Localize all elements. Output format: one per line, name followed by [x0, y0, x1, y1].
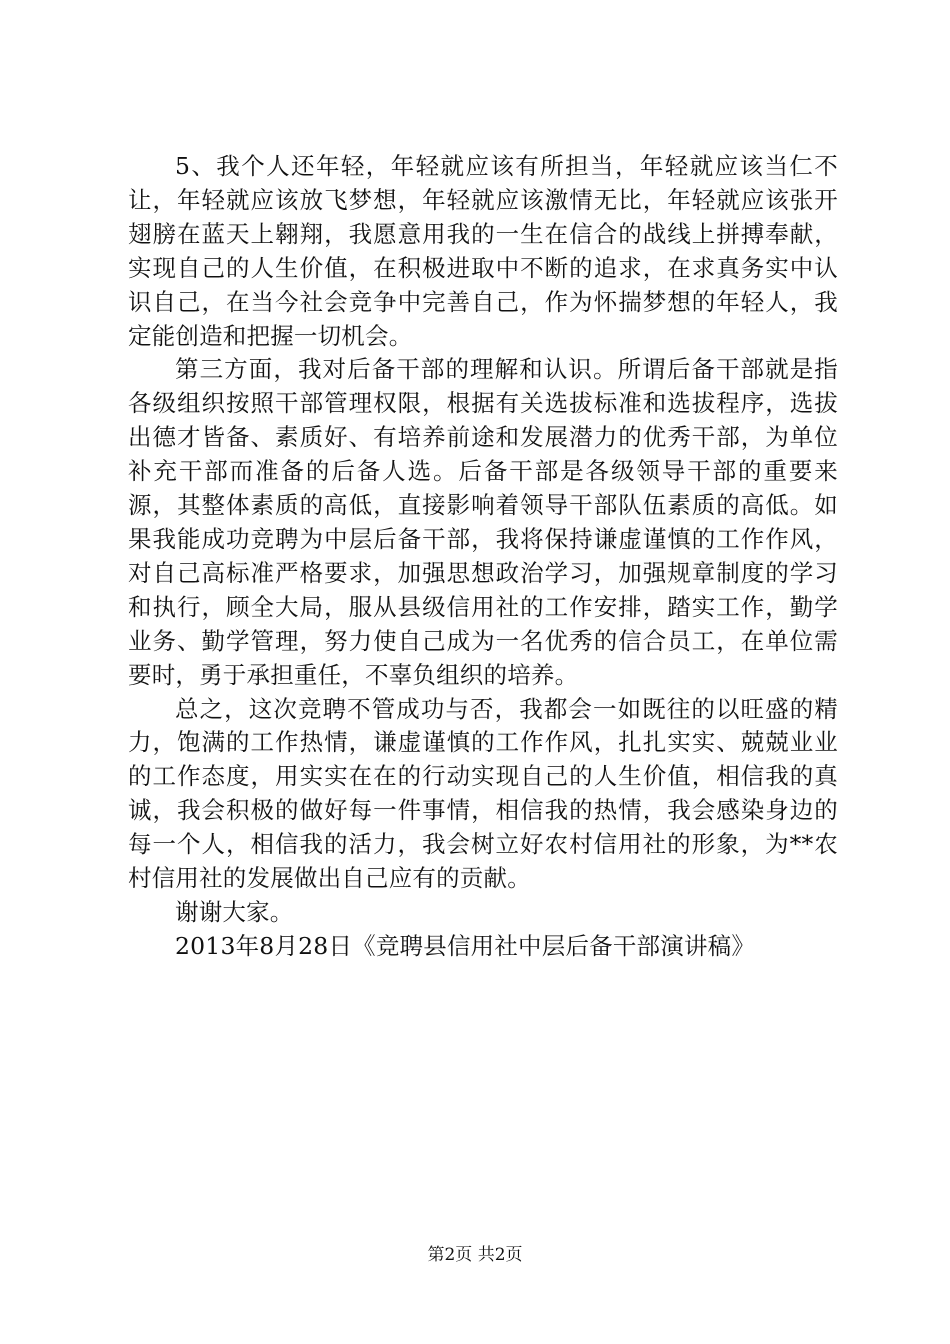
paragraph-reserve-cadre-understanding: 第三方面，我对后备干部的理解和认识。所谓后备干部就是指各级组织按照干部管理权限，根据有关选拔标准和选拔程序，选拔出德才皆备、素质好、有培养前途和发展潜力的优秀干部，为单位补充干部而准备的后备人选。后备干部是各级领导干部的重要来源，其整体素质的高低，直接影响着领导干部队伍素质的高低。如果我能成功竞聘为中层后备干部，我将保持谦虚谨慎的工作作风，对自己高标准严格要求，加强思想政治学习，加强规章制度的学习和执行，顾全大局，服从县级信用社的工作安排，踏实工作，勤学业务、勤学管理，努力使自己成为一名优秀的信合员工，在单位需要时，勇于承担重任，不辜负组织的培养。: [128, 355, 838, 689]
paragraph-thanks: 谢谢大家。: [175, 897, 294, 926]
paragraph-date-title: 2013年8月28日《竞聘县信用社中层后备干部演讲稿》: [175, 931, 756, 960]
paragraph-personal-youth: 5、我个人还年轻，年轻就应该有所担当，年轻就应该当仁不让，年轻就应该放飞梦想，年轻就应该激情无比，年轻就应该张开翅膀在蓝天上翱翔，我愿意用我的一生在信合的战线上拼搏奉献，实现自己的人生价值，在积极进取中不断的追求，在求真务实中认识自己，在当今社会竞争中完善自己，作为怀揣梦想的年轻人，我定能创造和把握一切机会。: [128, 152, 838, 350]
paragraph-conclusion: 总之，这次竞聘不管成功与否，我都会一如既往的以旺盛的精力，饱满的工作热情，谦虚谨慎的工作作风，扎扎实实、兢兢业业的工作态度，用实实在在的行动实现自己的人生价值，相信我的真诚，我会积极的做好每一件事情，相信我的热情，我会感染身边的每一个人，相信我的活力，我会树立好农村信用社的形象，为**农村信用社的发展做出自己应有的贡献。: [128, 694, 838, 893]
document-body: [128, 150, 838, 964]
page-number-footer: 第2页 共2页: [427, 1245, 523, 1265]
